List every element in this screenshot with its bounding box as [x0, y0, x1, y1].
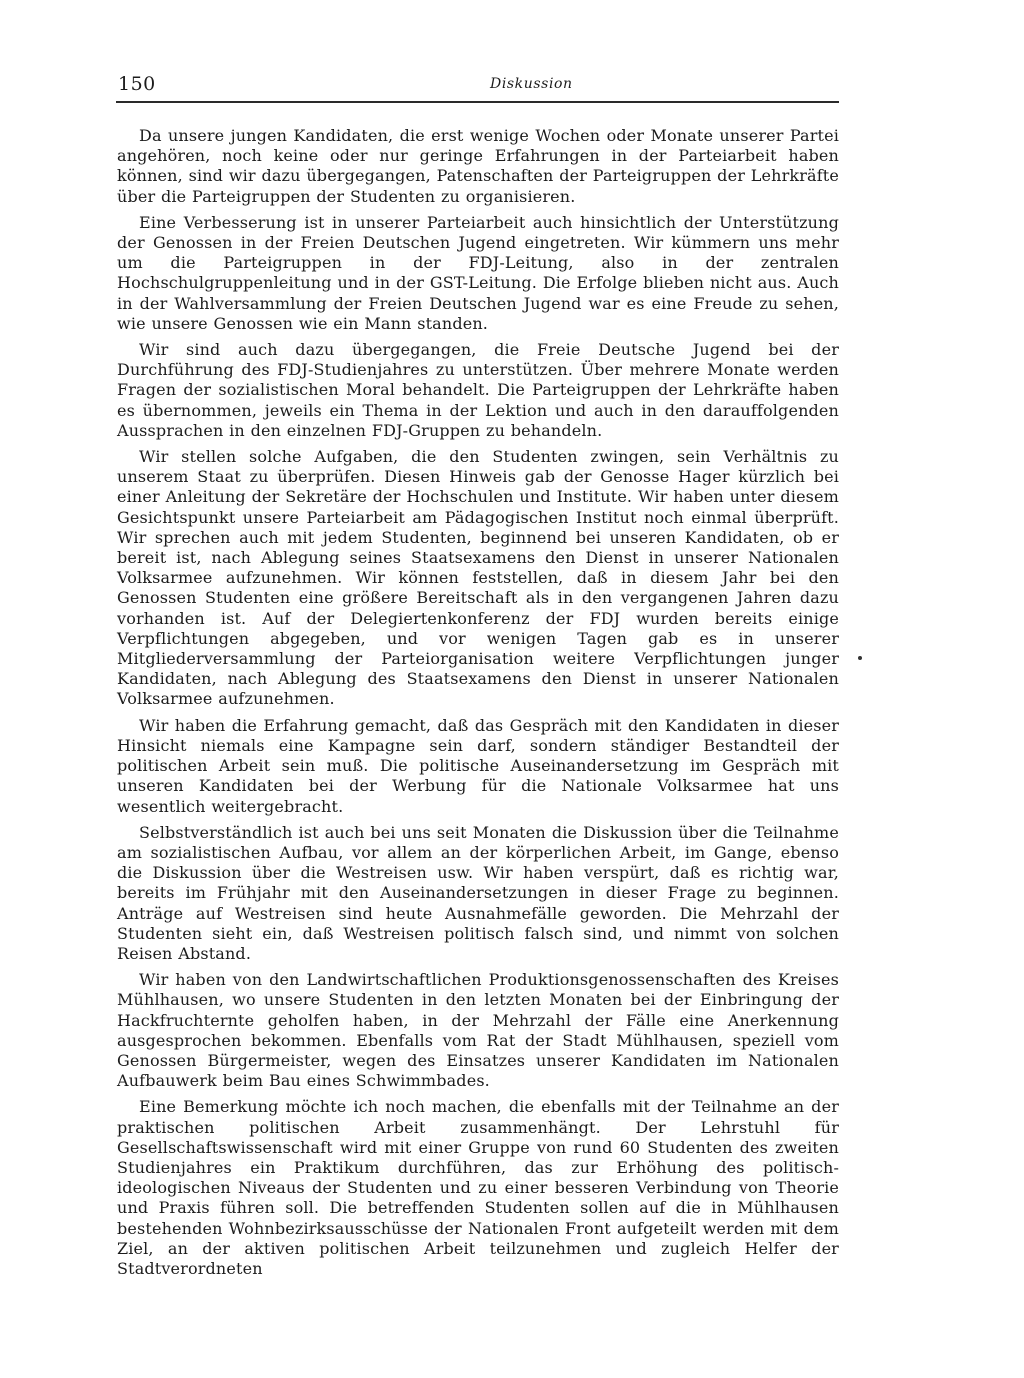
running-title: Diskussion: [490, 76, 573, 92]
paragraph-4: Wir stellen solche Aufgaben, die den Studenten zwingen, sein Verhältnis zu unserem Staat zu überprüfen. Diesen Hinweis gab der Genosse Hager kürzlich bei einer Anleitung der Sekretäre der Hochschulen und Institute. Wir haben unter diesem Gesichtspunkt unsere Parteiarbeit am Pädagogischen Institut noch einmal überprüft. Wir sprechen auch mit jedem Studenten, beginnend bei unseren Kandidaten, ob er bereit ist, nach Ablegung seines Staatsexamens den Dienst in unserer Nationalen Volksarmee aufzunehmen. Wir können feststellen, daß in diesem Jahr bei den Genossen Studenten eine größere Bereitschaft als in den vergangenen Jahren dazu vorhanden ist. Auf der Delegiertenkonferenz der FDJ wurden bereits einige Verpflichtungen abgegeben, und vor wenigen Tagen gab es in unserer Mitgliederversammlung der Parteiorganisation weitere Verpflichtungen junger Kandidaten, nach Ablegung des Staatsexamens den Dienst in unserer Nationalen Volksarmee aufzunehmen.: [117, 447, 839, 709]
paragraph-1: Da unsere jungen Kandidaten, die erst wenige Wochen oder Monate unserer Partei angehören, noch keine oder nur geringe Erfahrungen in der Parteiarbeit haben können, sind wir dazu übergegangen, Patenschaften der Parteigruppen der Lehrkräfte über die Parteigruppen der Studenten zu organisieren.: [117, 126, 839, 206]
paragraph-6: Selbstverständlich ist auch bei uns seit Monaten die Diskussion über die Teilnahme am sozialistischen Aufbau, vor allem an der körperlichen Arbeit, im Gange, ebenso die Diskussion über die Westreisen usw. Wir haben verspürt, daß es richtig war, bereits im Frühjahr mit den Auseinandersetzungen in dieser Frage zu beginnen. Anträge auf Westreisen sind heute Ausnahmefälle geworden. Die Mehrzahl der Studenten sieht ein, daß Westreisen politisch falsch sind, und nimmt von solchen Reisen Abstand.: [117, 822, 839, 963]
body-text: [117, 126, 839, 1285]
paragraph-2: Eine Verbesserung ist in unserer Parteiarbeit auch hinsichtlich der Unterstützung der Genossen in der Freien Deutschen Jugend eingetreten. Wir kümmern uns mehr um die Parteigruppen in der FDJ-Leitung, also in der zentralen Hochschulgruppenleitung und in der GST-Leitung. Die Erfolge blieben nicht aus. Auch in der Wahlversammlung der Freien Deutschen Jugend war es eine Freude zu sehen, wie unsere Genossen wie ein Mann standen.: [117, 212, 839, 333]
paragraph-5: Wir haben die Erfahrung gemacht, daß das Gespräch mit den Kandidaten in dieser Hinsicht niemals eine Kampagne sein darf, sondern ständiger Bestandteil der politischen Arbeit sein muß. Die politische Auseinandersetzung im Gespräch mit unseren Kandidaten bei der Werbung für die Nationale Volksarmee hat uns wesentlich weitergebracht.: [117, 715, 839, 816]
page-number: 150: [118, 73, 156, 95]
paragraph-7: Wir haben von den Landwirtschaftlichen Produktionsgenossenschaften des Kreises Mühlhausen, wo unsere Studenten in den letzten Monaten bei der Einbringung der Hackfruchternte geholfen haben, in der Mehrzahl der Fälle eine Anerkennung ausgesprochen bekommen. Ebenfalls vom Rat der Stadt Mühlhausen, speziell vom Genossen Bürgermeister, wegen des Einsatzes unserer Kandidaten im Nationalen Aufbauwerk beim Bau eines Schwimmbades.: [117, 970, 839, 1091]
paragraph-3: Wir sind auch dazu übergegangen, die Freie Deutsche Jugend bei der Durchführung des FDJ-Studienjahres zu unterstützen. Über mehrere Monate werden Fragen der sozialistischen Moral behandelt. Die Parteigruppen der Lehrkräfte haben es übernommen, jeweils ein Thema in der Lektion und auch in den darauffolgenden Aussprachen in den einzelnen FDJ-Gruppen zu behandeln.: [117, 340, 839, 440]
header-rule: [116, 101, 839, 103]
margin-mark: [858, 656, 862, 660]
paragraph-8: Eine Bemerkung möchte ich noch machen, die ebenfalls mit der Teilnahme an der praktischen politischen Arbeit zusammenhängt. Der Lehrstuhl für Gesellschaftswissenschaft wird mit einer Gruppe von rund 60 Studenten des zweiten Studienjahres ein Praktikum durchführen, das zur Erhöhung des politisch-ideologischen Niveaus der Studenten und zu einer besseren Verbindung von Theorie und Praxis führen soll. Die betreffenden Studenten sollen auf die in Mühlhausen bestehenden Wohnbezirksausschüsse der Nationalen Front aufgeteilt werden mit dem Ziel, an der aktiven politischen Arbeit teilzunehmen und zugleich Helfer der Stadtverordneten: [117, 1097, 839, 1278]
